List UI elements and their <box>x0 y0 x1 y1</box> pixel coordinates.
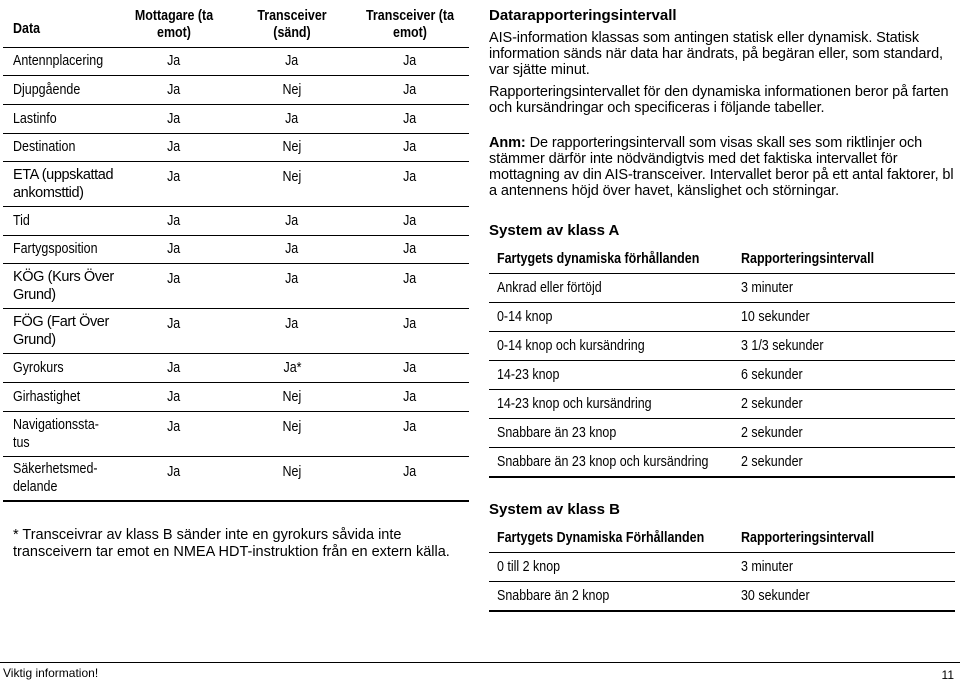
static-info-paragraph: AIS-information klassas som antingen statisk eller dynamisk. Statisk information sänds när data har ändrats, på begäran eller, som standard, var sjätte minut. <box>489 30 943 78</box>
cell-value: Ja <box>403 81 417 98</box>
row-label: Säkerhetsmed- delande <box>13 461 98 496</box>
cell-value: Nej <box>282 81 302 98</box>
note-text: De rapporteringsintervall som visas skall ses som riktlinjer och stämmer därför inte nödvändigtvis med det faktiska intervallet för mottagning av din AIS-transceiver. Intervallet beror på ett antal faktorer, bl a antennens höjd över havet, känslighet och störningar. <box>489 135 954 199</box>
cell-value: Ja <box>403 139 417 155</box>
interval-cell: 30 sekunder <box>733 582 955 612</box>
condition-cell: Ankrad eller förtöjd <box>489 274 733 303</box>
cell-value: Nej <box>282 388 302 405</box>
table-header-row <box>3 3 469 47</box>
cell-value: Ja <box>167 418 181 435</box>
table-row <box>3 308 469 353</box>
cell-value: Ja <box>167 212 181 229</box>
row-label: Destination <box>13 139 76 155</box>
cell-value: Ja <box>285 315 299 332</box>
interval-cell: 6 sekunder <box>733 361 955 390</box>
row-label: KÖG (Kurs Över Grund) <box>13 268 114 303</box>
cell-value: Ja <box>403 463 417 480</box>
class-b-title: System av klass B <box>489 501 620 518</box>
section-heading: Datarapporteringsintervall <box>489 7 677 24</box>
cell-value: Ja <box>285 110 299 127</box>
table-row <box>3 75 469 104</box>
table-row <box>3 235 469 263</box>
row-label: ETA (uppskattad ankomsttid) <box>13 166 114 201</box>
cell-value: Ja <box>167 53 181 69</box>
cell-value: Ja <box>167 315 181 332</box>
header-receiver: Mottagare (ta emot) <box>115 3 233 47</box>
interval-cell: 2 sekunder <box>733 448 955 478</box>
table-row <box>3 353 469 382</box>
cell-value: Ja <box>285 53 299 69</box>
cell-value: Ja <box>403 315 417 332</box>
row-label: Djupgående <box>13 81 81 98</box>
ais-data-table <box>3 3 469 502</box>
cell-value: Ja <box>403 388 417 405</box>
table-row <box>489 553 955 582</box>
cell-value: Ja <box>403 168 417 185</box>
table-row <box>3 382 469 411</box>
condition-cell: 14-23 knop <box>489 361 733 390</box>
condition-cell: Snabbare än 2 knop <box>489 582 733 612</box>
page-number: 11 <box>941 668 954 682</box>
header-interval: Rapporteringsintervall <box>733 524 955 553</box>
interval-cell: 3 minuter <box>733 274 955 303</box>
class-b-table <box>489 524 955 612</box>
class-a-table <box>489 245 955 478</box>
condition-cell: 0-14 knop och kursändring <box>489 332 733 361</box>
cell-value: Ja <box>403 270 417 287</box>
table-header-row <box>489 245 955 274</box>
reporting-interval-section <box>489 8 957 612</box>
table-row <box>3 263 469 308</box>
table-row <box>489 303 955 332</box>
cell-value: Ja <box>285 212 299 229</box>
condition-cell: 0 till 2 knop <box>489 553 733 582</box>
table-row <box>489 361 955 390</box>
table-row <box>489 419 955 448</box>
receiver-transceiver-data-table-section <box>3 3 469 502</box>
table-row <box>489 274 955 303</box>
cell-value: Ja <box>403 359 417 376</box>
header-interval: Rapporteringsintervall <box>733 245 955 274</box>
cell-value: Ja <box>403 53 417 69</box>
table-row <box>489 582 955 612</box>
cell-value: Ja <box>167 388 181 405</box>
row-label: Girhastighet <box>13 388 81 405</box>
cell-value: Ja <box>167 139 181 155</box>
dynamic-info-paragraph: Rapporteringsintervallet för den dynamiska informationen beror på farten och kursändringar och specificeras i följande tabeller. <box>489 84 949 116</box>
table-row <box>3 47 469 75</box>
cell-value: Ja <box>403 212 417 229</box>
header-transceiver-receive: Transceiver (ta emot) <box>351 3 469 47</box>
interval-cell: 3 1/3 sekunder <box>733 332 955 361</box>
table-row <box>489 332 955 361</box>
cell-value: Ja <box>167 241 181 257</box>
cell-value: Ja <box>167 110 181 127</box>
row-label: Gyrokurs <box>13 359 64 376</box>
cell-value: Ja <box>285 241 299 257</box>
cell-value: Ja <box>403 110 417 127</box>
cell-value: Ja* <box>282 359 302 376</box>
table-row <box>3 161 469 206</box>
cell-value: Ja <box>167 168 181 185</box>
row-label: Antennplacering <box>13 53 104 69</box>
cell-value: Nej <box>282 418 302 435</box>
condition-cell: Snabbare än 23 knop och kursändring <box>489 448 733 478</box>
row-label: Navigationssta- tus <box>13 416 99 451</box>
table-row <box>3 133 469 161</box>
row-label: Lastinfo <box>13 110 57 127</box>
note-label: Anm: <box>489 135 526 151</box>
row-label: Tid <box>13 212 30 229</box>
condition-cell: 0-14 knop <box>489 303 733 332</box>
footer-label: Viktig information! <box>3 666 99 680</box>
table-row <box>489 390 955 419</box>
gyro-footnote: * Transceivrar av klass B sänder inte en gyrokurs såvida inte transceivern tar emot en NMEA HDT-instruktion från en extern källa. <box>13 527 450 560</box>
cell-value: Ja <box>403 418 417 435</box>
table-row <box>3 104 469 133</box>
table-row <box>3 456 469 501</box>
footer-rule <box>0 662 960 663</box>
cell-value: Ja <box>403 241 417 257</box>
interval-cell: 2 sekunder <box>733 390 955 419</box>
cell-value: Nej <box>282 139 302 155</box>
header-transceiver-send: Transceiver (sänd) <box>233 3 351 47</box>
table-row <box>3 411 469 456</box>
cell-value: Ja <box>167 270 181 287</box>
interval-cell: 3 minuter <box>733 553 955 582</box>
header-conditions: Fartygets Dynamiska Förhållanden <box>489 524 733 553</box>
class-a-title: System av klass A <box>489 222 620 239</box>
interval-cell: 2 sekunder <box>733 419 955 448</box>
header-data: Data <box>3 3 115 47</box>
row-label: Fartygsposition <box>13 241 98 257</box>
table-row <box>489 448 955 478</box>
note-paragraph <box>489 135 957 199</box>
cell-value: Nej <box>282 168 302 185</box>
cell-value: Nej <box>282 463 302 480</box>
header-conditions: Fartygets dynamiska förhållanden <box>489 245 733 274</box>
table-header-row <box>489 524 955 553</box>
interval-cell: 10 sekunder <box>733 303 955 332</box>
cell-value: Ja <box>167 81 181 98</box>
cell-value: Ja <box>167 463 181 480</box>
condition-cell: 14-23 knop och kursändring <box>489 390 733 419</box>
row-label: FÖG (Fart Över Grund) <box>13 313 109 348</box>
cell-value: Ja <box>285 270 299 287</box>
table-row <box>3 206 469 235</box>
condition-cell: Snabbare än 23 knop <box>489 419 733 448</box>
cell-value: Ja <box>167 359 181 376</box>
